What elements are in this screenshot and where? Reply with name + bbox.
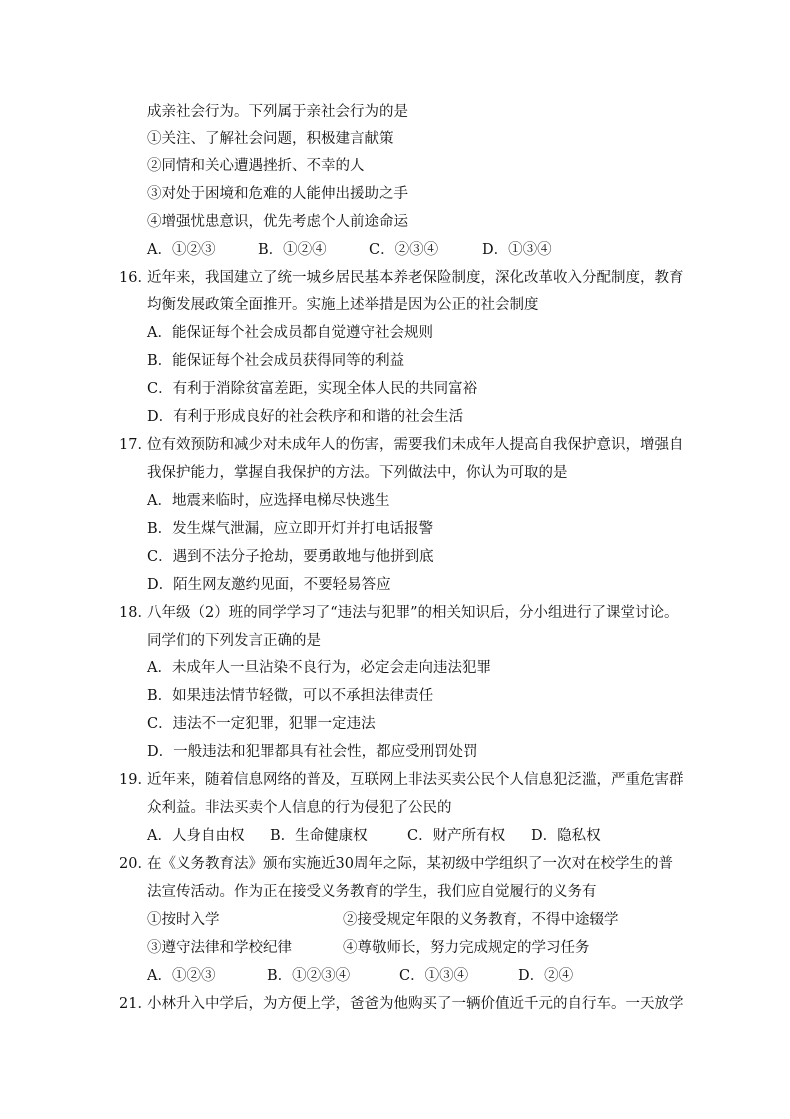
q16-number: 16． [119,270,152,286]
q16-option-d: D．有利于形成良好的社会秩序和和谐的社会生活 [147,409,464,425]
q17-stem-text-1: 位有效预防和减少对未成年人的伤害，需要我们未成年人提高自我保护意识，增强自 [147,437,684,453]
q21-number: 21． [119,996,152,1012]
q18-stem-line-2: 同学们的下列发言正确的是 [147,633,321,649]
q15-option-d: D．①③④ [482,242,552,258]
q15-option-b: B．①②④ [258,242,327,258]
q21-stem-text-1: 小林升入中学后，为方便上学，爸爸为他购买了一辆价值近千元的自行车。一天放学 [147,996,684,1012]
q19-stem-line-2: 众利益。非法买卖个人信息的行为侵犯了公民的 [147,800,452,816]
q17-option-d: D．陌生网友邀约见面，不要轻易答应 [147,577,391,593]
q15-item-2: ②同情和关心遭遇挫折、不幸的人 [147,158,365,174]
q18-stem-line-1 [119,603,679,623]
q17-stem-line-1 [119,435,684,455]
q16-stem-line-2: 均衡发展政策全面推开。实施上述举措是因为公正的社会制度 [147,297,539,313]
q19-option-c: C．财产所有权 [407,828,506,844]
q18-option-d: D．一般违法和犯罪都具有社会性，都应受刑罚处罚 [147,744,478,760]
q16-stem-line-1 [119,268,684,288]
q15-stem: 成亲社会行为。下列属于亲社会行为的是 [147,104,408,120]
q20-item-1: ①按时入学 [147,912,220,928]
q17-option-a: A．地震来临时，应选择电梯尽快逃生 [147,493,390,509]
q16-option-c: C．有利于消除贫富差距，实现全体人民的共同富裕 [147,381,478,397]
q20-stem-line-2: 法宣传活动。作为正在接受义务教育的学生，我们应自觉履行的义务有 [147,884,597,900]
q16-stem-text-1: 近年来，我国建立了统一城乡居民基本养老保险制度，深化改革收入分配制度，教育 [147,270,684,286]
q20-stem-line-1 [119,854,673,874]
q18-option-c: C．违法不一定犯罪，犯罪一定违法 [147,716,376,732]
q17-number: 17． [119,437,152,453]
q20-stem-text-1: 在《义务教育法》颁布实施近30周年之际，某初级中学组织了一次对在校学生的普 [147,856,673,872]
q15-item-4: ④增强忧患意识，优先考虑个人前途命运 [147,214,408,230]
q18-option-a: A．未成年人一旦沾染不良行为，必定会走向违法犯罪 [147,660,491,676]
q17-stem-line-2: 我保护能力，掌握自我保护的方法。下列做法中，你认为可取的是 [147,465,568,481]
q19-option-a: A．人身自由权 [147,828,245,844]
q20-option-a: A．①②③ [147,968,216,984]
q18-option-b: B．如果违法情节轻微，可以不承担法律责任 [147,688,434,704]
q19-stem-line-1 [119,770,684,790]
q15-option-c: C．②③④ [369,242,439,258]
q20-option-c: C．①③④ [399,968,469,984]
q17-option-c: C．遇到不法分子抢劫，要勇敢地与他拼到底 [147,549,434,565]
q20-item-2: ②接受规定年限的义务教育，不得中途辍学 [343,912,619,928]
q15-item-1: ①关注、了解社会问题，积极建言献策 [147,131,394,147]
q19-option-b: B．生命健康权 [270,828,368,844]
q20-item-4: ④尊敬师长，努力完成规定的学习任务 [343,940,590,956]
q20-number: 20． [119,856,152,872]
q15-item-3: ③对处于困境和危难的人能伸出援助之手 [147,186,408,202]
q19-number: 19． [119,772,152,788]
q16-option-b: B．能保证每个社会成员获得同等的利益 [147,353,405,369]
q17-option-b: B．发生煤气泄漏，应立即开灯并打电话报警 [147,521,434,537]
q20-option-d: D．②④ [518,968,574,984]
q18-stem-text-1: 八年级（2）班的同学学习了“违法与犯罪”的相关知识后，分小组进行了课堂讨论。 [147,605,679,621]
q15-option-a: A．①②③ [147,242,216,258]
q16-option-a: A．能保证每个社会成员都自觉遵守社会规则 [147,325,433,341]
q19-stem-text-1: 近年来，随着信息网络的普及，互联网上非法买卖公民个人信息犯泛滥，严重危害群 [147,772,684,788]
q19-option-d: D．隐私权 [531,828,601,844]
q18-number: 18． [119,605,152,621]
q20-item-3: ③遵守法律和学校纪律 [147,940,292,956]
q20-option-b: B．①②③④ [267,968,351,984]
q21-stem-line-1 [119,994,684,1014]
